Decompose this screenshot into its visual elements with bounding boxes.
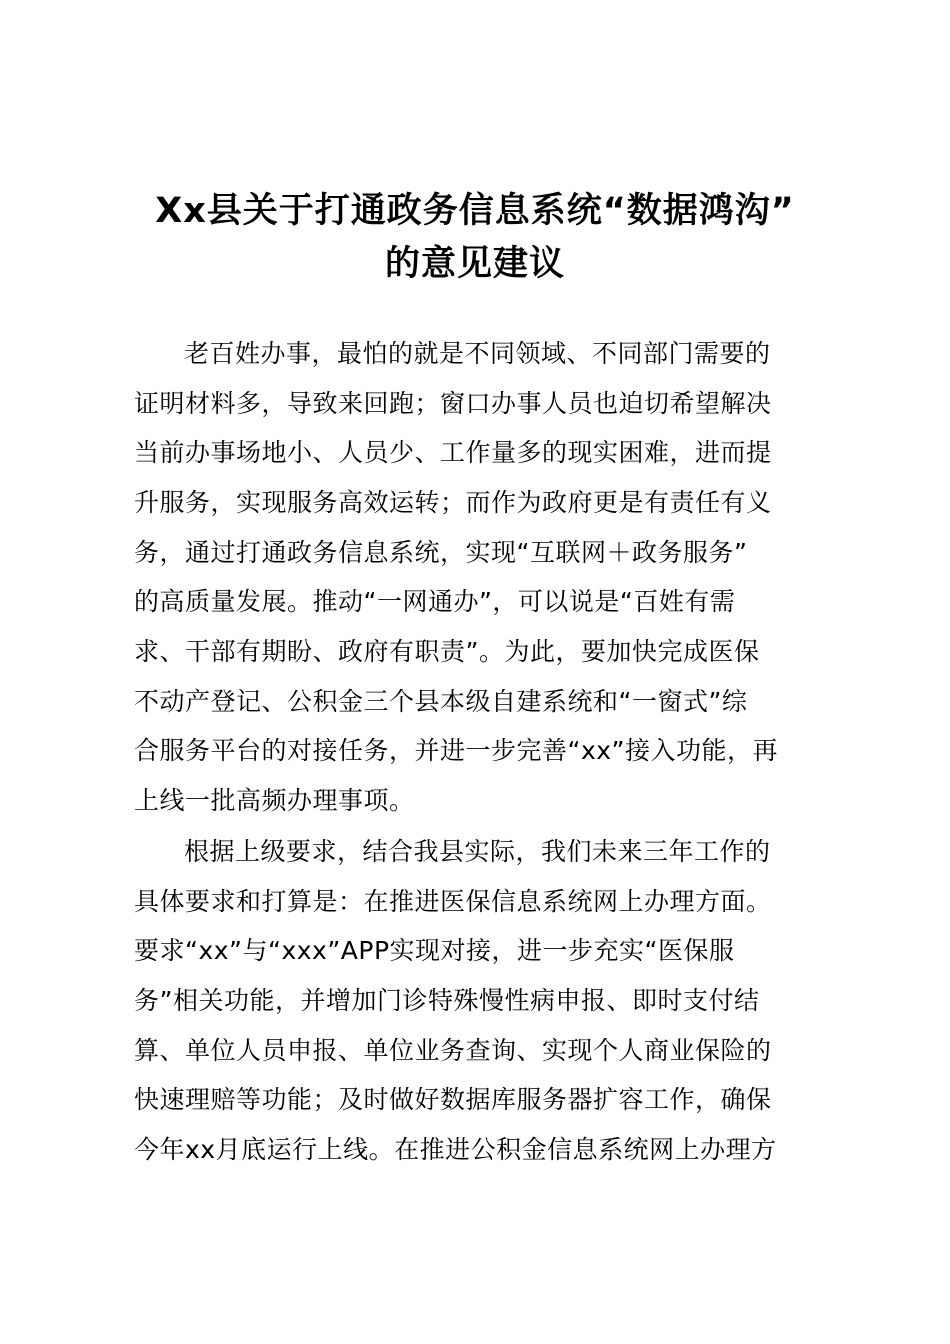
paragraph-1-line-10: 上线一批高频办理事项。 [134, 786, 415, 815]
paragraph-1-line-6: 的高质量发展。推动“一网通办”，可以说是“百姓有需 [134, 587, 736, 616]
paragraph-2-line-3: 要求“xx”与“xxx”APP实现对接，进一步充实“医保服 [134, 936, 735, 965]
paragraph-2-line-1: 根据上级要求，结合我县实际，我们未来三年工作的 [184, 837, 771, 866]
paragraph-1-line-8: 不动产登记、公积金三个县本级自建系统和“一窗式”综 [134, 687, 748, 716]
paragraph-2-line-2: 具体要求和打算是：在推进医保信息系统网上办理方面。 [134, 887, 772, 916]
document-title-line-2: 的意见建议 [384, 244, 565, 284]
paragraph-1-line-3: 当前办事场地小、人员少、工作量多的现实困难，进而提 [134, 438, 772, 467]
paragraph-2-line-4: 务”相关功能，并增加门诊特殊慢性病申报、即时支付结 [134, 986, 760, 1015]
paragraph-1-line-4: 升服务，实现服务高效运转；而作为政府更是有责任有义 [134, 488, 772, 517]
paragraph-1-line-7: 求、干部有期盼、政府有职责”。为此，要加快完成医保 [134, 637, 760, 666]
paragraph-2-line-7: 今年xx月底运行上线。在推进公积金信息系统网上办理方 [134, 1135, 777, 1164]
paragraph-2-line-6: 快速理赔等功能；及时做好数据库服务器扩容工作，确保 [134, 1085, 772, 1114]
document-title-line-1: Xx县关于打通政务信息系统“数据鸿沟” [155, 191, 795, 231]
paragraph-1-line-2: 证明材料多，导致来回跑；窗口办事人员也迫切希望解决 [134, 389, 772, 418]
paragraph-1-line-9: 合服务平台的对接任务，并进一步完善“xx”接入功能，再 [134, 736, 778, 765]
paragraph-2-line-5: 算、单位人员申报、单位业务查询、实现个人商业保险的 [134, 1036, 772, 1065]
paragraph-1-line-5: 务，通过打通政务信息系统，实现“互联网＋政务服务” [134, 538, 748, 567]
paragraph-1-line-1: 老百姓办事，最怕的就是不同领域、不同部门需要的 [184, 339, 771, 368]
